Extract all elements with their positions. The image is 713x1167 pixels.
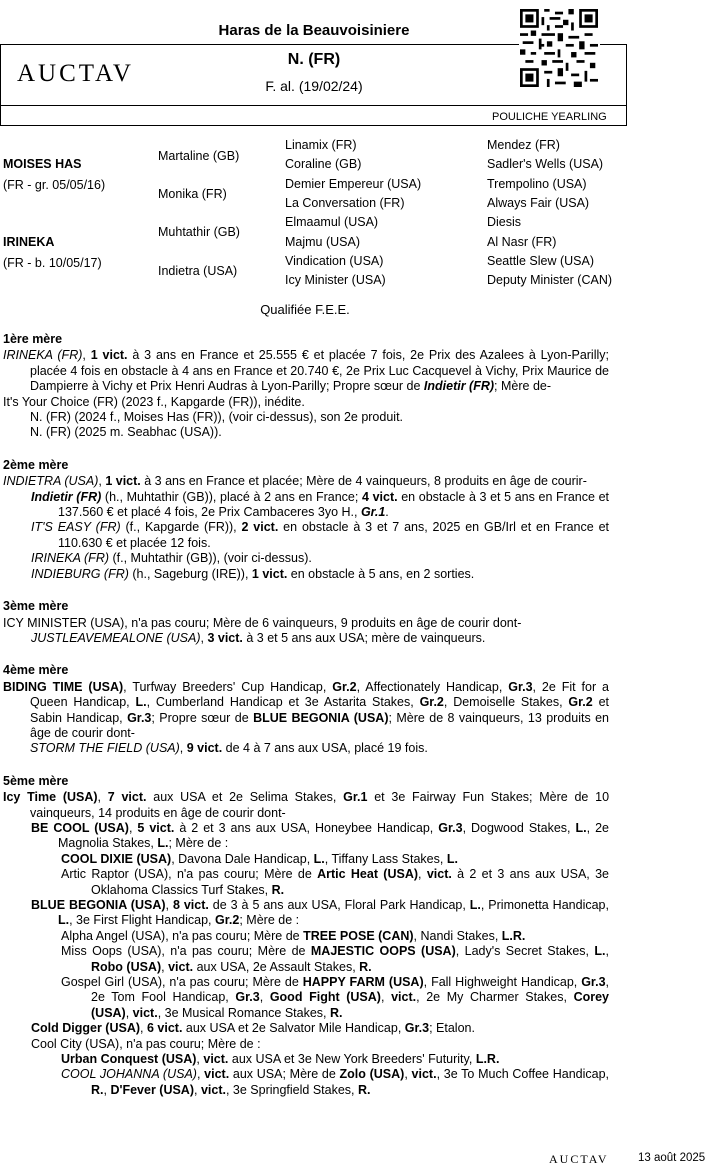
- family-line: Urban Conquest (USA), vict. aux USA et 3e New York Breeders' Futurity, L.R.: [61, 1052, 500, 1067]
- pedigree-gen4: Mendez (FR): [487, 138, 560, 152]
- category-label: POULICHE YEARLING: [492, 111, 607, 123]
- family-line: Cold Digger (USA), 6 vict. aux USA et 2e Salvator Mile Handicap, Gr.3; Etalon.: [31, 1021, 475, 1036]
- pedigree-gen2: Muhtathir (GB): [158, 225, 240, 239]
- family-line: COOL DIXIE (USA), Davona Dale Handicap, L., Tiffany Lass Stakes, L.: [61, 851, 458, 866]
- family-line: IT'S EASY (FR) (f., Kapgarde (FR)), 2 vict. en obstacle à 3 et 7 ans, 2025 en GB/Irl et en France et 110.630 € et placée 12 fois.: [31, 520, 609, 550]
- family-line: Icy Time (USA), 7 vict. aux USA et 2e Selima Stakes, Gr.1 et 3e Fairway Fun Stakes; Mère de 10 vainqueurs, 14 produits en âge de courir dont-: [3, 790, 610, 820]
- pedigree-gen4: Trempolino (USA): [487, 177, 587, 191]
- family-line: INDIEBURG (FR) (h., Sageburg (IRE)), 1 vict. en obstacle à 5 ans, en 2 sorties.: [31, 566, 475, 581]
- family-line: IRINEKA (FR) (f., Muhtathir (GB)), (voir ci-dessus).: [31, 551, 312, 566]
- pedigree-gen4: Diesis: [487, 215, 522, 229]
- family-line: IRINEKA (FR), 1 vict. à 3 ans en France et 25.555 € et placée 7 fois, 2e Prix des Azalees à Lyon-Parilly; placée 4 fois en obstacle à 4 ans en France et 20.740 €, 2e Prix Luc Cacquevel à Vichy, Prix Maurice de Dampierre à Vichy et Prix Henri Audras à Lyon-Parilly; Propre sœur de Indietir (FR); Mère de-: [3, 348, 609, 394]
- sire-name: MOISES HAS: [3, 157, 82, 171]
- dam-info: (FR - b. 10/05/17): [3, 256, 102, 270]
- auctav-logo: AUCTAV: [17, 60, 134, 87]
- pedigree-gen2: Martaline (GB): [158, 149, 240, 163]
- pedigree-gen3: Linamix (FR): [285, 138, 357, 152]
- pedigree-gen4: Sadler's Wells (USA): [487, 157, 604, 171]
- header-rule-bottom: [0, 125, 627, 126]
- family-line: N. (FR) (2025 m. Seabhac (USA)).: [30, 425, 222, 440]
- family-line: ICY MINISTER (USA), n'a pas couru; Mère de 6 vainqueurs, 9 produits en âge de courir dont-: [3, 615, 522, 630]
- pedigree-gen3: Vindication (USA): [285, 254, 384, 268]
- header-rule-mid: [0, 105, 627, 106]
- section-title: 1ère mère: [3, 332, 63, 346]
- pedigree-gen2: Indietra (USA): [158, 264, 238, 278]
- family-text: [3, 332, 609, 1098]
- family-line: Gospel Girl (USA), n'a pas couru; Mère de HAPPY FARM (USA), Fall Highweight Handicap, Gr.3, 2e Tom Fool Handicap, Gr.3, Good Fight (USA), vict., 2e My Charmer Stakes, Corey (USA), vict., 3e Musical Romance Stakes, R.: [61, 975, 610, 1020]
- family-line: It's Your Choice (FR) (2023 f., Kapgarde (FR)), inédite.: [3, 394, 305, 409]
- footer-logo: AUCTAV: [549, 1152, 609, 1166]
- pedigree-gen4: Deputy Minister (CAN): [487, 273, 613, 287]
- family-line: N. (FR) (2024 f., Moises Has (FR)), (voir ci-dessus), son 2e produit.: [30, 410, 404, 425]
- sire-info: (FR - gr. 05/05/16): [3, 178, 106, 192]
- qr-code-icon: [520, 9, 598, 87]
- horse-description: F. al. (19/02/24): [265, 78, 363, 94]
- pedigree-gen3: Elmaamul (USA): [285, 215, 379, 229]
- pedigree-gen3: Majmu (USA): [285, 235, 361, 249]
- family-line: Indietir (FR) (h., Muhtathir (GB)), placé à 2 ans en France; 4 vict. en obstacle à 3 et 5 ans en France et 137.560 € et placé 4 fois, 2e Prix Cambaceres 3yo H., Gr.1.: [31, 489, 610, 520]
- family-line: Miss Oops (USA), n'a pas couru; Mère de MAJESTIC OOPS (USA), Lady's Secret Stakes, L., Robo (USA), vict. aux USA, 2e Assault Stakes, R.: [61, 944, 609, 974]
- qualification-note: Qualifiée F.E.E.: [260, 302, 350, 317]
- family-line: Cool City (USA), n'a pas couru; Mère de :: [31, 1036, 261, 1051]
- footer-date: 13 août 2025: [638, 1152, 706, 1164]
- header-rule-top-right: [600, 44, 626, 45]
- family-line: Artic Raptor (USA), n'a pas couru; Mère de Artic Heat (USA), vict. à 2 et 3 ans aux USA, 3e Oklahoma Classics Turf Stakes, R.: [61, 867, 609, 897]
- section-title: 3ème mère: [3, 599, 69, 614]
- section-title: 2ème mère: [3, 457, 69, 472]
- horse-name: N. (FR): [287, 51, 341, 68]
- family-line: COOL JOHANNA (USA), vict. aux USA; Mère de Zolo (USA), vict., 3e To Much Coffee Handicap, R., D'Fever (USA), vict., 3e Springfield Stakes, R.: [61, 1067, 609, 1097]
- family-line: BIDING TIME (USA), Turfway Breeders' Cup Handicap, Gr.2, Affectionately Handicap, Gr.3, 2e Fit for a Queen Handicap, L., Cumberland Handicap et 3e Astarita Stakes, Gr.2, Demoiselle Stakes, Gr.2 et Sabin Handicap, Gr.3; Propre sœur de BLUE BEGONIA (USA); Mère de 8 vainqueurs, 13 produits en âge de courir dont-: [3, 679, 609, 740]
- stud-title: Haras de la Beauvoisiniere: [218, 22, 410, 39]
- family-line: Alpha Angel (USA), n'a pas couru; Mère de TREE POSE (CAN), Nandi Stakes, L.R.: [61, 928, 526, 943]
- pedigree-gen4: Seattle Slew (USA): [487, 254, 594, 268]
- dam-name: IRINEKA: [3, 235, 55, 249]
- header-rule-top: [0, 44, 519, 45]
- pedigree-gen4: Always Fair (USA): [487, 196, 590, 210]
- section-title: 5ème mère: [3, 773, 69, 788]
- pedigree-gen3: Demier Empereur (USA): [285, 177, 422, 191]
- family-line: INDIETRA (USA), 1 vict. à 3 ans en France et placée; Mère de 4 vainqueurs, 8 produits en âge de courir-: [3, 474, 587, 489]
- family-line: BE COOL (USA), 5 vict. à 2 et 3 ans aux USA, Honeybee Handicap, Gr.3, Dogwood Stakes, L., 2e Magnolia Stakes, L.; Mère de :: [31, 820, 609, 851]
- family-line: BLUE BEGONIA (USA), 8 vict. de 3 à 5 ans aux USA, Floral Park Handicap, L., Primonetta Handicap, L., 3e First Flight Handicap, Gr.2; Mère de :: [31, 898, 609, 928]
- section-title: 4ème mère: [3, 663, 69, 678]
- family-line: JUSTLEAVEMEALONE (USA), 3 vict. à 3 et 5 ans aux USA; mère de vainqueurs.: [31, 630, 486, 645]
- pedigree-gen3: Icy Minister (USA): [285, 273, 386, 287]
- pedigree-gen3: La Conversation (FR): [285, 196, 405, 210]
- family-line: STORM THE FIELD (USA), 9 vict. de 4 à 7 ans aux USA, placé 19 fois.: [30, 741, 428, 756]
- pedigree-gen3: Coraline (GB): [285, 157, 362, 171]
- pedigree-gen2: Monika (FR): [158, 187, 227, 201]
- pedigree-gen4: Al Nasr (FR): [487, 235, 557, 249]
